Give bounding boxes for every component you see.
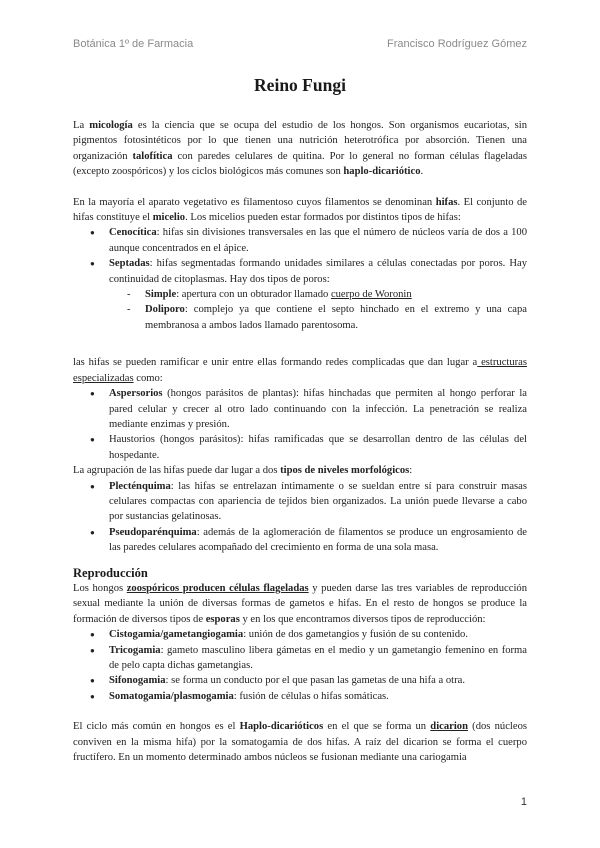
hifas-list [73,225,527,333]
list-item: ● Septadas: hifas segmentadas formando unidades similares a células conectadas por poros. Hay continuidad de citoplasmas. Hay dos tipos de poros: - Simple: apertura con un obturador llamado cuerpo de Woronin - Doliporo: complejo ya que contiene el septo hinchado en el extremo y una capa membranosa a ambos lados llamado parentosoma. [109,256,527,333]
estructuras-list [73,386,527,463]
hifas-paragraph: En la mayoría el aparato vegetativo es filamentoso cuyos filamentos se denominan hifas. El conjunto de hifas constituye el micelio. Los micelios pueden estar formados por distintos tipos de hifas: [73,196,527,224]
list-item: ● Cenocítica: hifas sin divisiones transversales en las que el número de núcleos varía de dos a 100 aunque concentrados en el ápice. [109,225,527,256]
intro-paragraph: La micología es la ciencia que se ocupa del estudio de los hongos. Son organismos eucariotas, sin pigmentos fotosintéticos por lo que tienen una nutrición heterotrófica por absorción. Tienen una organización talofítica con paredes celulares de quitina. Por lo general no forman células flageladas (excepto zoospóricos) y los ciclos biológicos más comunes son haplo-dicariótico. [73,120,527,178]
list-item: - Simple: apertura con un obturador llamado cuerpo de Woronin [145,287,527,302]
list-item: ● Plecténquima: las hifas se entrelazan íntimamente o se sueldan entre sí para construir masas celulares compactas con apariencia de tejidos bien organizados. La unión puede llevarse a cabo por sustancias gelatinosas. [109,479,527,525]
estructuras-paragraph: las hifas se pueden ramificar e unir entre ellas formando redes complicadas que dan lugar a estructuras especializadas como: [73,357,527,384]
poros-list [109,287,527,333]
woronin-link: cuerpo de Woronin [330,289,412,301]
ciclo-paragraph: El ciclo más común en hongos es el Haplo-dicarióticos en el que se forma un dicarion (dos núcleos conviven en la misma hifa) por la somatogamia de dos hifas. A raíz del dicarion se forma el cuerpo fructífero. En un momento determinado ambos núcleos se fusionan mediante una cariogamia [73,721,527,764]
niveles-paragraph: La agrupación de las hifas puede dar lugar a dos tipos de niveles morfológicos: [73,465,413,477]
niveles-list [73,479,527,556]
header-course: Botánica 1º de Farmacia [73,38,194,50]
list-item: ● Pseudoparénquima: además de la aglomeración de filamentos se produce un engrosamiento de las paredes celulares acompañado del crecimiento en forma de una sola masa. [109,525,527,556]
list-item: ● Tricogamia: gameto masculino libera gámetas en el medio y un gametangio femenino en forma de pelo capta dichas gametangias. [109,643,527,674]
page-number: 1 [520,796,527,808]
list-item: - Doliporo: complejo ya que contiene el septo hinchado en el extremo y una capa membranosa a ambos lados llamado parentosoma. [145,302,527,333]
header-author: Francisco Rodríguez Gómez [387,38,527,50]
document-body [73,118,527,765]
list-item: ● Sifonogamia: se forma un conducto por el que pasan las gametas de una hifa a otra. [109,673,527,688]
list-item: ● Somatogamia/plasmogamia: fusión de células o hifas somáticas. [109,689,527,704]
list-item: ● Haustorios (hongos parásitos): hifas ramificadas que se desarrollan dentro de las células del hospedante. [109,432,527,463]
reproduccion-paragraph: Los hongos zoospóricos producen células flageladas y pueden darse las tres variables de reproducción sexual mediante la unión de diversas formas de gametos e hifas. En el resto de hongos se produce la formación de diversos tipos de esporas y en los que encontramos diversos tipos de reproducción: [73,582,527,625]
list-item: ● Aspersorios (hongos parásitos de plantas): hifas hinchadas que permiten al hongo perforar la pared celular y crecer al otro lado continuando con la infección. La penetración se realiza mediante enzimas y presión. [109,386,527,432]
reproduccion-heading: Reproducción [73,565,148,580]
page-title: Reino Fungi [254,75,346,95]
list-item: ● Cistogamia/gametangiogamia: unión de dos gametangios y fusión de su contenido. [109,627,527,642]
reproduccion-list [73,627,527,704]
